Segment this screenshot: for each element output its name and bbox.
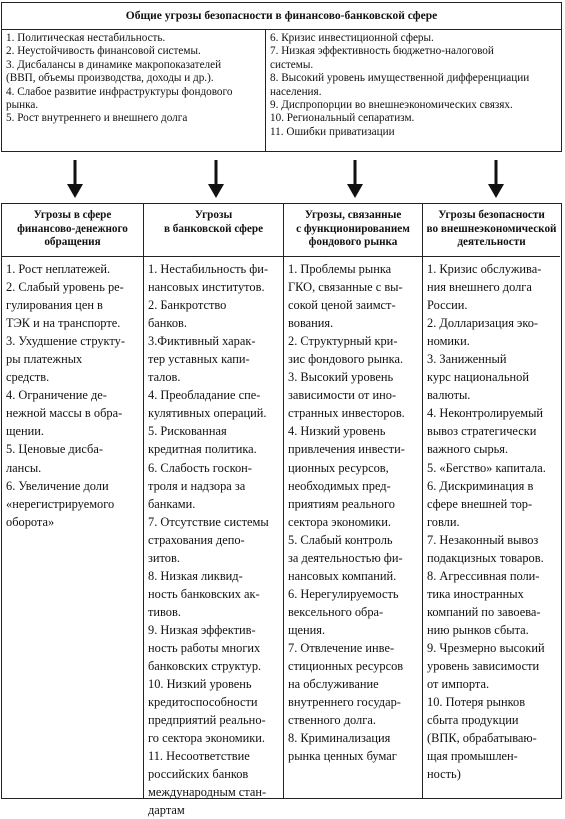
general-threat-line: 8. Высокий уровень имущественной дифференциации bbox=[270, 72, 530, 85]
column-header-line: во внешнеэкономической bbox=[426, 222, 557, 235]
threat-item-line: предприятий реально- bbox=[148, 713, 266, 728]
general-threat-line: 9. Диспропорции во внешнеэкономических связях. bbox=[270, 99, 513, 112]
column-header bbox=[2, 204, 143, 257]
column-header-line: фондового рынка bbox=[308, 236, 398, 248]
threat-item-line: 1. Кризис обслужива- bbox=[427, 262, 542, 276]
threat-item-line: ры платежных bbox=[6, 352, 83, 367]
threat-item-line: 4. Преобладание спе- bbox=[148, 388, 261, 403]
threat-item-line: 8. Агрессивная поли- bbox=[427, 568, 540, 583]
threat-item-line: зис фондового рынка. bbox=[288, 352, 404, 367]
threat-item-line: банков. bbox=[148, 316, 187, 331]
threat-item-line: номики. bbox=[427, 334, 470, 349]
threat-item-line: 6. Дискриминация в bbox=[427, 478, 534, 493]
threat-item-line: гулирования цен в bbox=[6, 298, 103, 313]
general-threat-line: рынка. bbox=[6, 99, 39, 112]
threat-item-line: страхования депо- bbox=[148, 532, 245, 547]
threat-item-line: зависимости от ино- bbox=[288, 388, 397, 403]
threat-item-line: 1. Проблемы рынка bbox=[288, 262, 392, 276]
threat-item-line: 2. Банкротство bbox=[148, 298, 227, 313]
threat-item-line: 1. Нестабильность фи- bbox=[148, 262, 269, 276]
general-threat-line: 1. Политическая нестабильность. bbox=[6, 32, 166, 44]
threat-item-line: сфере внешней тор- bbox=[427, 496, 533, 511]
general-threat-line: системы. bbox=[270, 58, 314, 71]
threat-item-line: 2. Структурный кри- bbox=[288, 334, 398, 349]
threat-item-line: 2. Долларизация эко- bbox=[427, 316, 539, 331]
threat-item-line: 4. Ограничение де- bbox=[6, 388, 107, 403]
threat-item-line: кредитоспособности bbox=[148, 695, 258, 710]
threat-item-line: говли. bbox=[427, 514, 460, 529]
threat-item-line: щая промышлен- bbox=[427, 749, 518, 764]
threat-item-line: 9. Низкая эффектив- bbox=[148, 622, 256, 637]
threat-item-line: «нерегистрируемого bbox=[6, 496, 115, 511]
threat-item-line: привлечения инвести- bbox=[288, 442, 405, 457]
threat-item-line: ность работы многих bbox=[148, 640, 261, 655]
threat-item-line: троля и надзора за bbox=[148, 478, 246, 493]
threat-item-line: сектора экономики. bbox=[288, 514, 391, 529]
down-arrow-icon bbox=[486, 160, 506, 198]
column-header bbox=[144, 204, 283, 257]
threat-item-line: 5. Рискованная bbox=[148, 424, 227, 439]
column-header bbox=[284, 204, 422, 257]
threat-item-line: (ВПК, обрабатываю- bbox=[427, 731, 537, 746]
column-banking-sphere bbox=[143, 204, 283, 818]
threat-item-line: 6. Увеличение доли bbox=[6, 478, 109, 493]
threat-item-line: ТЭК и на транспорте. bbox=[6, 316, 121, 331]
threat-item-line: вексельного обра- bbox=[288, 604, 384, 619]
threat-item-line: стиционных ресурсов bbox=[288, 659, 404, 674]
down-arrow-icon bbox=[206, 160, 226, 198]
threat-item-line: кредитная политика. bbox=[148, 442, 257, 457]
down-arrow-icon bbox=[345, 160, 365, 198]
threat-item-line: 4. Низкий уровень bbox=[288, 424, 386, 439]
threat-item-line: курс национальной bbox=[427, 370, 529, 385]
threat-item-line: го сектора экономики. bbox=[148, 731, 266, 746]
threat-item-line: тика иностранных bbox=[427, 586, 524, 601]
threat-item-line: 1. Рост неплатежей. bbox=[6, 262, 111, 276]
column-items bbox=[144, 257, 283, 819]
threat-item-line: 2. Слабый уровень ре- bbox=[6, 280, 124, 295]
general-threats-right-list bbox=[266, 30, 561, 151]
general-threats-box bbox=[1, 2, 562, 152]
threat-item-line: на обслуживание bbox=[288, 677, 379, 692]
threat-item-line: кулятивных операций. bbox=[148, 406, 267, 421]
threat-item-line: необходимых пред- bbox=[288, 478, 391, 493]
column-header-line: Угрозы bbox=[194, 209, 233, 221]
column-header-line: Угрозы в сфере bbox=[33, 209, 112, 221]
threat-item-line: талов. bbox=[148, 370, 181, 385]
threat-item-line: 3. Заниженный bbox=[427, 352, 507, 367]
threat-item-line: 7. Отсутствие системы bbox=[148, 514, 269, 529]
general-threat-line: (ВВП, объемы производства, доходы и др.). bbox=[6, 72, 214, 85]
threat-item-line: щения. bbox=[288, 622, 326, 637]
threat-item-line: щении. bbox=[6, 424, 45, 439]
general-threat-line: 3. Дисбалансы в динамике макропоказателей bbox=[6, 58, 222, 71]
threat-item-line: компаний по завоева- bbox=[427, 604, 541, 619]
threat-item-line: 3. Высокий уровень bbox=[288, 370, 394, 385]
general-threat-line: 10. Региональный сепаратизм. bbox=[270, 112, 415, 125]
threat-item-line: рынка ценных бумаг bbox=[288, 749, 397, 764]
threat-item-line: вывоз стратегически bbox=[427, 424, 537, 439]
general-threat-line: населения. bbox=[270, 85, 322, 98]
threat-item-line: 7. Незаконный вывоз bbox=[427, 532, 539, 547]
column-header-line: обращения bbox=[44, 236, 101, 248]
column-header-line: Угрозы, связанные bbox=[304, 209, 402, 221]
threat-item-line: 5. «Бегство» капитала. bbox=[427, 460, 546, 475]
threat-item-line: оборота» bbox=[6, 514, 55, 529]
threat-item-line: приятиям реального bbox=[288, 496, 395, 511]
threat-item-line: странных инвесторов. bbox=[288, 406, 405, 421]
column-items bbox=[2, 257, 143, 531]
column-items bbox=[284, 257, 422, 765]
threat-item-line: 10. Потеря рынков bbox=[427, 695, 526, 710]
threat-item-line: 5. Ценовые дисба- bbox=[6, 442, 103, 457]
threat-item-line: сбыта продукции bbox=[427, 713, 519, 728]
threat-item-line: внутреннего государ- bbox=[288, 695, 401, 710]
general-threat-line: 2. Неустойчивость финансовой системы. bbox=[6, 45, 201, 58]
threat-item-line: нию рынков сбыта. bbox=[427, 622, 529, 637]
threat-item-line: 8. Низкая ликвид- bbox=[148, 568, 243, 583]
general-threat-line: 7. Низкая эффективность бюджетно-налоговой bbox=[270, 45, 494, 58]
threat-item-line: 8. Криминализация bbox=[288, 731, 391, 746]
general-threat-line: 5. Рост внутреннего и внешнего долга bbox=[6, 112, 188, 125]
threat-item-line: нансовых институтов. bbox=[148, 280, 265, 295]
column-header-line: с функционированием bbox=[296, 222, 410, 235]
threat-item-line: 3. Ухудшение структу- bbox=[6, 334, 125, 349]
threat-item-line: уровень зависимости bbox=[427, 659, 540, 674]
threat-item-line: тер уставных капи- bbox=[148, 352, 250, 367]
column-header-line: финансово-денежного bbox=[17, 222, 128, 235]
threat-item-line: зитов. bbox=[148, 550, 180, 565]
threat-item-line: ственного долга. bbox=[288, 713, 376, 728]
threat-item-line: за деятельностью фи- bbox=[288, 550, 403, 565]
threat-item-line: валюты. bbox=[427, 388, 471, 403]
threat-item-line: важного сырья. bbox=[427, 442, 509, 457]
threat-item-line: ния внешнего долга bbox=[427, 280, 532, 295]
threat-item-line: России. bbox=[427, 298, 468, 313]
threat-item-line: российских банков bbox=[148, 767, 249, 782]
threat-item-line: подакцизных товаров. bbox=[427, 550, 544, 565]
threat-item-line: 3.Фиктивный харак- bbox=[148, 334, 256, 349]
threat-item-line: банковских структур. bbox=[148, 659, 262, 674]
column-monetary-circulation bbox=[2, 204, 143, 798]
threat-item-line: ность) bbox=[427, 767, 461, 782]
threat-item-line: ГКО, связанные с вы- bbox=[288, 280, 403, 295]
threat-item-line: лансы. bbox=[6, 460, 42, 475]
threat-categories-table bbox=[1, 203, 562, 818]
general-threats-title: Общие угрозы безопасности в финансово-банковской сфере bbox=[2, 3, 561, 30]
column-stock-market bbox=[283, 204, 422, 798]
column-header-line: деятельности bbox=[457, 236, 526, 248]
threat-item-line: 11. Несоответствие bbox=[148, 749, 250, 764]
threat-item-line: от импорта. bbox=[427, 677, 490, 692]
column-foreign-economic bbox=[422, 204, 560, 798]
threat-item-line: 9. Чрезмерно высокий bbox=[427, 640, 545, 655]
threat-item-line: вования. bbox=[288, 316, 334, 331]
threat-item-line: ность банковских ак- bbox=[148, 586, 260, 601]
threat-item-line: 6. Слабость госкон- bbox=[148, 460, 252, 475]
down-arrow-icon bbox=[65, 160, 85, 198]
general-threat-line: 6. Кризис инвестиционной сферы. bbox=[270, 32, 434, 44]
threat-item-line: 5. Слабый контроль bbox=[288, 532, 393, 547]
column-header-line: в банковской сфере bbox=[163, 222, 264, 235]
threat-item-line: ционных ресурсов, bbox=[288, 460, 389, 475]
general-threat-line: 11. Ошибки приватизации bbox=[270, 125, 395, 138]
threat-item-line: средств. bbox=[6, 370, 50, 385]
general-threats-left-list bbox=[2, 30, 266, 151]
threat-item-line: нежной массы в обра- bbox=[6, 406, 123, 421]
threat-item-line: дартам bbox=[148, 803, 185, 818]
threat-item-line: нансовых компаний. bbox=[288, 568, 397, 583]
column-header-line: Угрозы безопасности bbox=[438, 209, 545, 221]
column-items bbox=[423, 257, 560, 783]
threat-item-line: банками. bbox=[148, 496, 196, 511]
threat-item-line: сокой ценой заимст- bbox=[288, 298, 396, 313]
threat-item-line: тивов. bbox=[148, 604, 181, 619]
threat-item-line: 7. Отвлечение инве- bbox=[288, 640, 395, 655]
threat-item-line: 4. Неконтролируемый bbox=[427, 406, 544, 421]
threat-item-line: 10. Низкий уровень bbox=[148, 677, 252, 692]
threat-item-line: 6. Нерегулируемость bbox=[288, 586, 399, 601]
general-threat-line: 4. Слабое развитие инфраструктуры фондового bbox=[6, 85, 233, 98]
column-header bbox=[423, 204, 560, 257]
threat-item-line: международным стан- bbox=[148, 785, 267, 800]
